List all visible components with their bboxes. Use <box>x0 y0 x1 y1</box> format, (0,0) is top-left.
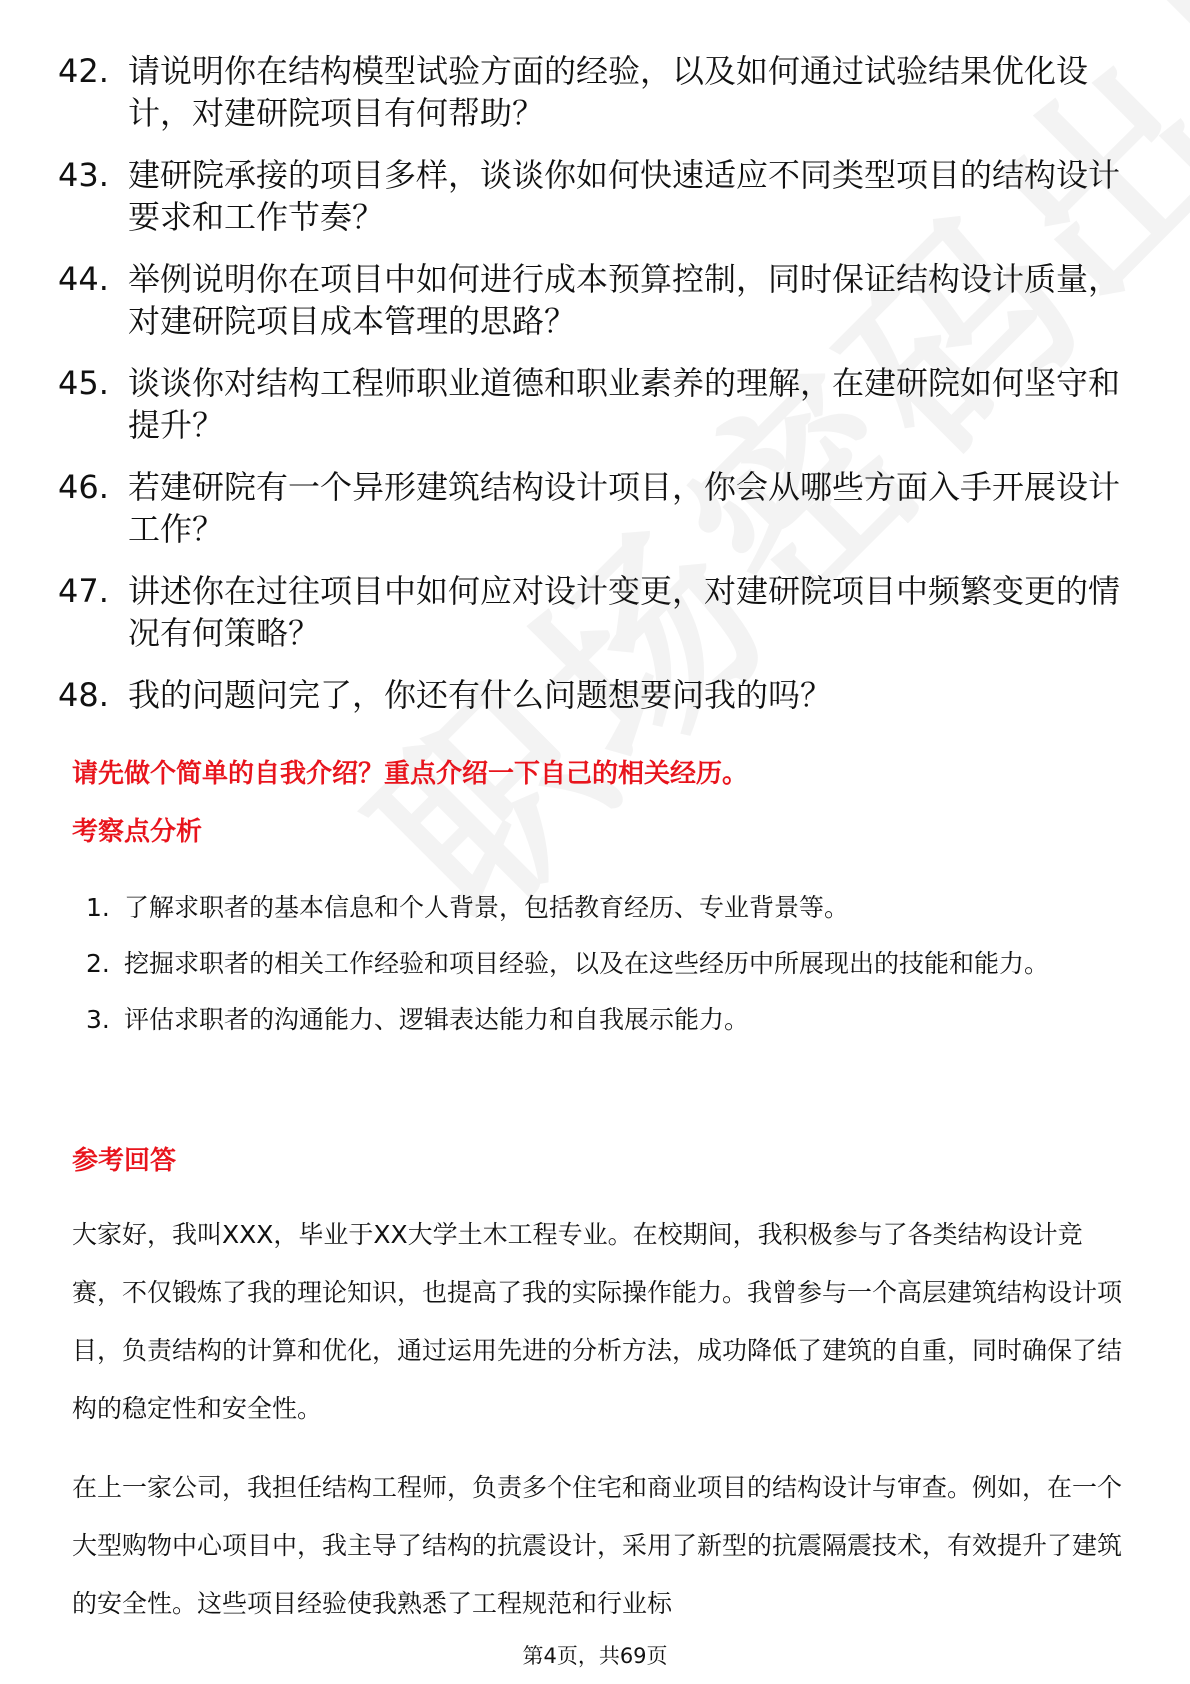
analysis-text: 挖掘求职者的相关工作经验和项目经验，以及在这些经历中所展现出的技能和能力。 <box>124 949 1050 978</box>
question-number: 47. <box>58 572 109 610</box>
question-number: 48. <box>58 676 109 714</box>
question-text: 请说明你在结构模型试验方面的经验，以及如何通过试验结果优化设计，对建研院项目有何帮助？ <box>128 52 1089 132</box>
question-number: 46. <box>58 468 109 506</box>
question-list <box>58 50 1138 736</box>
question-item <box>58 258 1138 342</box>
question-number: 43. <box>58 156 109 194</box>
question-text: 我的问题问完了，你还有什么问题想要问我的吗？ <box>128 676 833 714</box>
question-item <box>58 570 1138 654</box>
analysis-item <box>86 936 1136 992</box>
answer-title: 参考回答 <box>72 1146 177 1176</box>
analysis-item <box>86 992 1136 1048</box>
question-item <box>58 154 1138 238</box>
question-text: 讲述你在过往项目中如何应对设计变更，对建研院项目中频繁变更的情况有何策略？ <box>128 572 1121 652</box>
question-number: 44. <box>58 260 109 298</box>
question-item <box>58 50 1138 134</box>
question-item <box>58 466 1138 550</box>
question-text: 举例说明你在项目中如何进行成本预算控制，同时保证结构设计质量，对建研院项目成本管理的思路？ <box>128 260 1121 340</box>
analysis-text: 了解求职者的基本信息和个人背景，包括教育经历、专业背景等。 <box>124 893 850 922</box>
question-text: 谈谈你对结构工程师职业道德和职业素养的理解，在建研院如何坚守和提升？ <box>128 364 1121 444</box>
answer-paragraph: 大家好，我叫XXX，毕业于XX大学土木工程专业。在校期间，我积极参与了各类结构设计竞赛，不仅锻炼了我的理论知识，也提高了我的实际操作能力。我曾参与一个高层建筑结构设计项目，负责结构的计算和优化，通过运用先进的分析方法，成功降低了建筑的自重，同时确保了结构的稳定性和安全性。 <box>72 1220 1123 1423</box>
question-item <box>58 674 1138 716</box>
section-question-heading: 请先做个简单的自我介绍？重点介绍一下自己的相关经历。 <box>72 759 749 789</box>
analysis-list <box>86 880 1136 1048</box>
analysis-text: 评估求职者的沟通能力、逻辑表达能力和自我展示能力。 <box>124 1005 750 1034</box>
analysis-number: 3. <box>86 1005 110 1034</box>
answer-paragraph: 在上一家公司，我担任结构工程师，负责多个住宅和商业项目的结构设计与审查。例如，在一个大型购物中心项目中，我主导了结构的抗震设计，采用了新型的抗震隔震技术，有效提升了建筑的安全性。这些项目经验使我熟悉了工程规范和行业标 <box>72 1473 1123 1618</box>
analysis-number: 1. <box>86 893 110 922</box>
page-footer: 第4页，共69页 <box>522 1644 668 1668</box>
analysis-title: 考察点分析 <box>72 817 203 847</box>
question-number: 42. <box>58 52 109 90</box>
question-text: 建研院承接的项目多样，谈谈你如何快速适应不同类型项目的结构设计要求和工作节奏？ <box>128 156 1121 236</box>
question-text: 若建研院有一个异形建筑结构设计项目，你会从哪些方面入手开展设计工作？ <box>128 468 1121 548</box>
analysis-number: 2. <box>86 949 110 978</box>
question-item <box>58 362 1138 446</box>
question-number: 45. <box>58 364 109 402</box>
analysis-item <box>86 880 1136 936</box>
